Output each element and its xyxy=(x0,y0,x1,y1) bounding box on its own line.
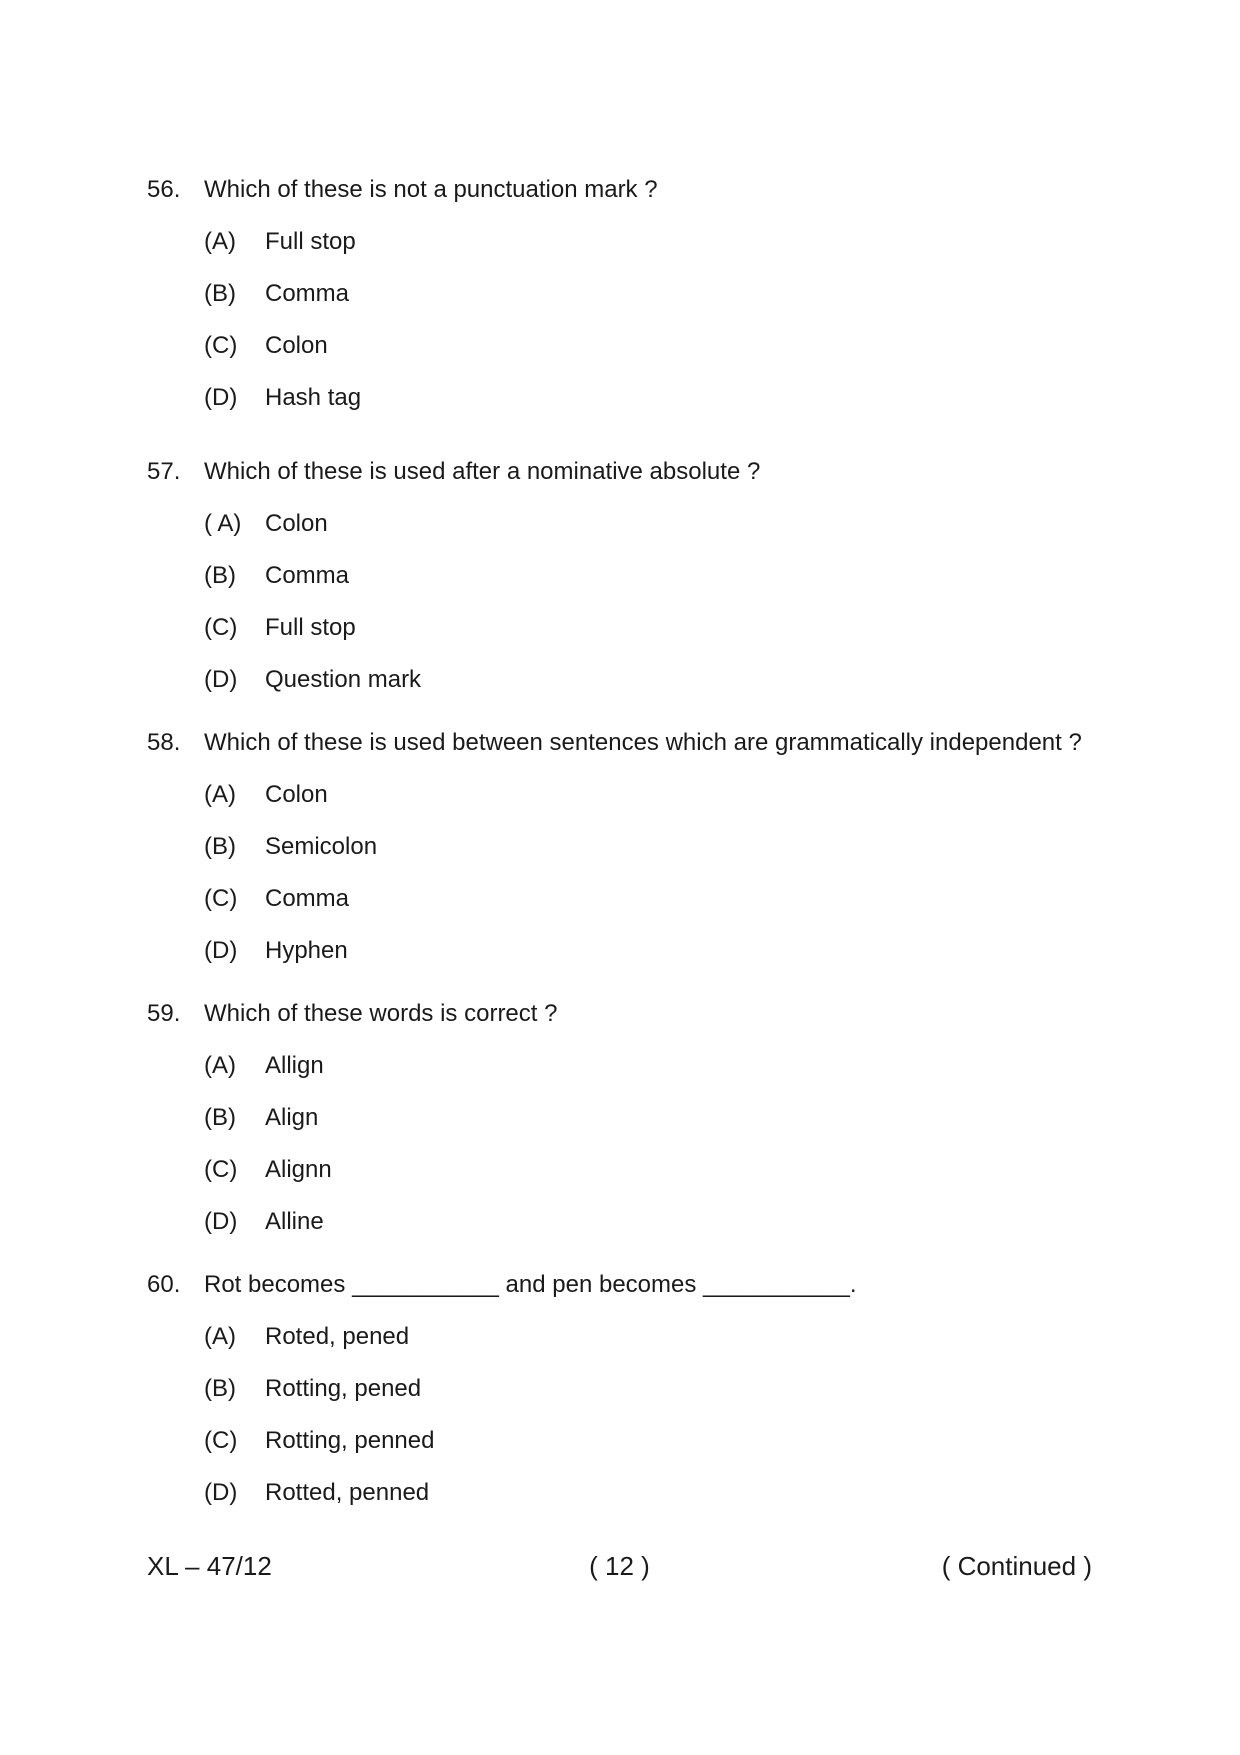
option-text: Colon xyxy=(265,510,328,537)
question-number: 60. xyxy=(147,1271,181,1298)
option-text: Align xyxy=(265,1104,319,1131)
question-number: 58. xyxy=(147,729,181,756)
option-a xyxy=(147,1051,1107,1081)
question-text: Which of these is not a punctuation mark ? xyxy=(204,176,658,203)
option-text: Colon xyxy=(265,332,328,359)
option-c xyxy=(147,884,1107,914)
option-text: Rotted, penned xyxy=(265,1479,430,1506)
option-label: (A) xyxy=(204,228,236,255)
option-c xyxy=(147,1426,1107,1456)
option-label: (B) xyxy=(204,280,236,307)
option-label: (B) xyxy=(204,562,236,589)
question-text: Which of these is used between sentences which are grammatically independent ? xyxy=(204,729,1082,756)
option-label: ( A) xyxy=(204,510,242,537)
option-label: (D) xyxy=(204,1479,238,1506)
option-b xyxy=(147,832,1107,862)
option-text: Comma xyxy=(265,885,350,912)
question-59 xyxy=(147,999,1107,1237)
option-label: (C) xyxy=(204,1427,238,1454)
question-58 xyxy=(147,728,1107,966)
option-label: (D) xyxy=(204,1208,238,1235)
option-d xyxy=(147,1207,1107,1237)
option-a xyxy=(147,1322,1107,1352)
option-d xyxy=(147,936,1107,966)
option-text: Roted, pened xyxy=(265,1323,410,1350)
option-text: Rotting, pened xyxy=(265,1375,422,1402)
option-label: (A) xyxy=(204,1323,236,1350)
option-b xyxy=(147,279,1107,309)
option-text: Full stop xyxy=(265,614,356,641)
option-text: Allign xyxy=(265,1052,324,1079)
option-text: Semicolon xyxy=(265,833,378,860)
option-text: Hyphen xyxy=(265,937,348,964)
question-stem xyxy=(147,175,1107,205)
paper-code: XL – 47/12 xyxy=(147,1551,272,1581)
option-text: Alignn xyxy=(265,1156,332,1183)
option-c xyxy=(147,331,1107,361)
option-label: (C) xyxy=(204,332,238,359)
option-label: (C) xyxy=(204,614,238,641)
question-57 xyxy=(147,457,1107,695)
continued-note: ( Continued ) xyxy=(941,1551,1092,1581)
question-stem xyxy=(147,457,1107,487)
option-d xyxy=(147,665,1107,695)
question-text: Which of these words is correct ? xyxy=(204,1000,558,1027)
question-stem xyxy=(147,999,1107,1029)
option-label: (C) xyxy=(204,885,238,912)
option-text: Hash tag xyxy=(265,384,362,411)
question-number: 56. xyxy=(147,176,181,203)
question-number: 57. xyxy=(147,458,181,485)
question-stem xyxy=(147,728,1107,758)
option-d xyxy=(147,1478,1107,1508)
option-text: Alline xyxy=(265,1208,324,1235)
option-label: (B) xyxy=(204,833,236,860)
question-text: Which of these is used after a nominative absolute ? xyxy=(204,458,761,485)
option-label: (A) xyxy=(204,781,236,808)
option-label: (D) xyxy=(204,384,238,411)
option-label: (C) xyxy=(204,1156,238,1183)
option-text: Question mark xyxy=(265,666,422,693)
option-label: (D) xyxy=(204,937,238,964)
option-text: Colon xyxy=(265,781,328,808)
option-b xyxy=(147,1103,1107,1133)
question-number: 59. xyxy=(147,1000,181,1027)
option-label: (A) xyxy=(204,1052,236,1079)
option-c xyxy=(147,1155,1107,1185)
option-label: (D) xyxy=(204,666,238,693)
option-text: Comma xyxy=(265,562,350,589)
option-b xyxy=(147,561,1107,591)
option-a xyxy=(147,780,1107,810)
option-label: (B) xyxy=(204,1104,236,1131)
question-60 xyxy=(147,1270,1107,1508)
question-stem xyxy=(147,1270,1107,1300)
option-a xyxy=(147,227,1107,257)
option-a xyxy=(147,509,1107,539)
option-b xyxy=(147,1374,1107,1404)
option-text: Comma xyxy=(265,280,350,307)
page-number: ( 12 ) xyxy=(589,1551,650,1581)
question-text: Rot becomes ___________ and pen becomes ___________. xyxy=(204,1271,857,1298)
question-56 xyxy=(147,175,1107,413)
option-text: Rotting, penned xyxy=(265,1427,435,1454)
page-footer xyxy=(147,1549,1092,1583)
option-c xyxy=(147,613,1107,643)
option-label: (B) xyxy=(204,1375,236,1402)
option-d xyxy=(147,383,1107,413)
option-text: Full stop xyxy=(265,228,356,255)
